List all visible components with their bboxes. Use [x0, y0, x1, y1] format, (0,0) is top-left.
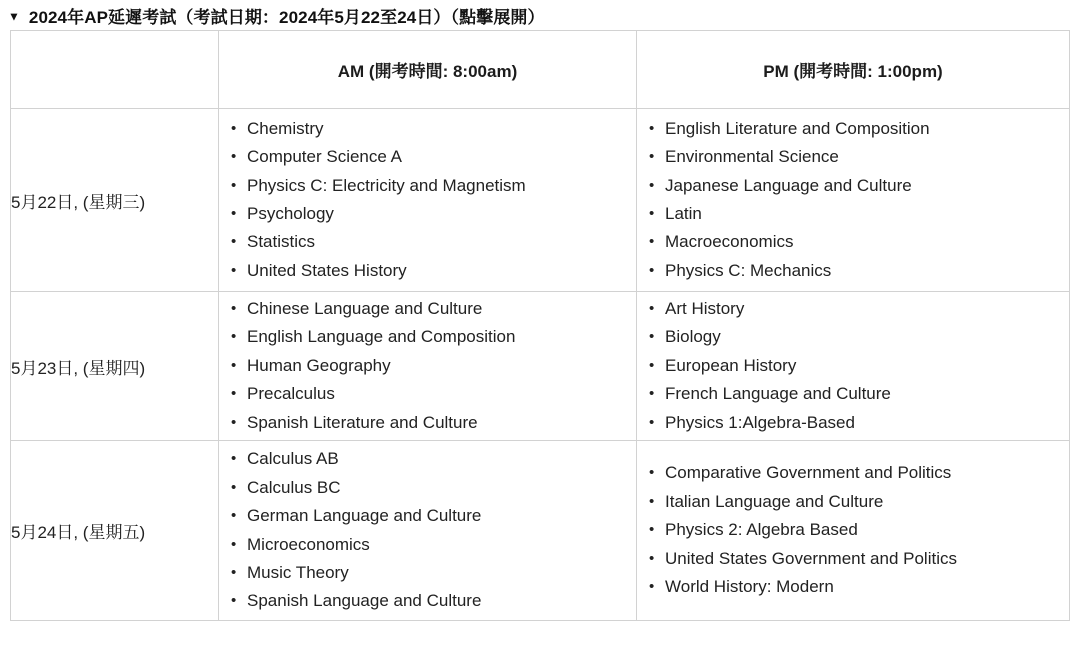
exam-item: • English Literature and Composition	[665, 115, 1069, 143]
pm-exam-list	[637, 459, 1069, 601]
exam-schedule-table	[10, 30, 1070, 621]
date-cell: 5月22日, (星期三)	[11, 109, 219, 292]
exam-item: • Computer Science A	[247, 143, 636, 171]
exam-item: • Spanish Language and Culture	[247, 587, 636, 615]
exam-item: • Comparative Government and Politics	[665, 459, 1069, 487]
exam-item: • Music Theory	[247, 559, 636, 587]
exam-item: • Environmental Science	[665, 143, 1069, 171]
am-exam-list	[219, 445, 636, 615]
exam-item: • European History	[665, 352, 1069, 380]
am-exams-cell	[219, 109, 637, 292]
exam-item: • Biology	[665, 323, 1069, 351]
exam-item: • Chinese Language and Culture	[247, 295, 636, 323]
exam-item: • French Language and Culture	[665, 380, 1069, 408]
collapse-triangle-icon: ▼	[8, 9, 20, 23]
table-row	[11, 441, 1070, 621]
exam-item: • Latin	[665, 200, 1069, 228]
exam-item: • Physics 2: Algebra Based	[665, 516, 1069, 544]
exam-item: • Statistics	[247, 228, 636, 256]
section-title: 2024年AP延遲考試（考試日期：2024年5月22至24日）（點擊展開）	[28, 8, 545, 27]
pm-exams-cell	[637, 441, 1070, 621]
exam-item: • Spanish Literature and Culture	[247, 409, 636, 437]
am-exams-cell	[219, 441, 637, 621]
exam-item: • Chemistry	[247, 115, 636, 143]
exam-item: • Microeconomics	[247, 531, 636, 559]
exam-item: • Calculus BC	[247, 474, 636, 502]
pm-exam-list	[637, 115, 1069, 285]
table-row	[11, 109, 1070, 292]
exam-item: • English Language and Composition	[247, 323, 636, 351]
exam-item: • German Language and Culture	[247, 502, 636, 530]
exam-item: • Calculus AB	[247, 445, 636, 473]
pm-exams-cell	[637, 109, 1070, 292]
exam-item: • United States Government and Politics	[665, 545, 1069, 573]
exam-item: • Physics C: Mechanics	[665, 257, 1069, 285]
exam-item: • Macroeconomics	[665, 228, 1069, 256]
date-cell: 5月24日, (星期五)	[11, 441, 219, 621]
exam-item: • Physics C: Electricity and Magnetism	[247, 172, 636, 200]
date-cell: 5月23日, (星期四)	[11, 292, 219, 441]
header-pm-cell: PM (開考時間: 1:00pm)	[637, 31, 1070, 109]
am-exams-cell	[219, 292, 637, 441]
table-header-row	[11, 31, 1070, 109]
exam-item: • Human Geography	[247, 352, 636, 380]
am-exam-list	[219, 295, 636, 437]
exam-item: • Art History	[665, 295, 1069, 323]
exam-item: • Japanese Language and Culture	[665, 172, 1069, 200]
header-am-cell: AM (開考時間: 8:00am)	[219, 31, 637, 109]
pm-exams-cell	[637, 292, 1070, 441]
exam-item: • Physics 1:Algebra-Based	[665, 409, 1069, 437]
collapsible-section-toggle[interactable]	[0, 0, 1080, 26]
pm-exam-list	[637, 295, 1069, 437]
table-row	[11, 292, 1070, 441]
exam-item: • Italian Language and Culture	[665, 488, 1069, 516]
exam-item: • Precalculus	[247, 380, 636, 408]
exam-item: • World History: Modern	[665, 573, 1069, 601]
exam-item: • United States History	[247, 257, 636, 285]
am-exam-list	[219, 115, 636, 285]
exam-item: • Psychology	[247, 200, 636, 228]
header-date-cell	[11, 31, 219, 109]
